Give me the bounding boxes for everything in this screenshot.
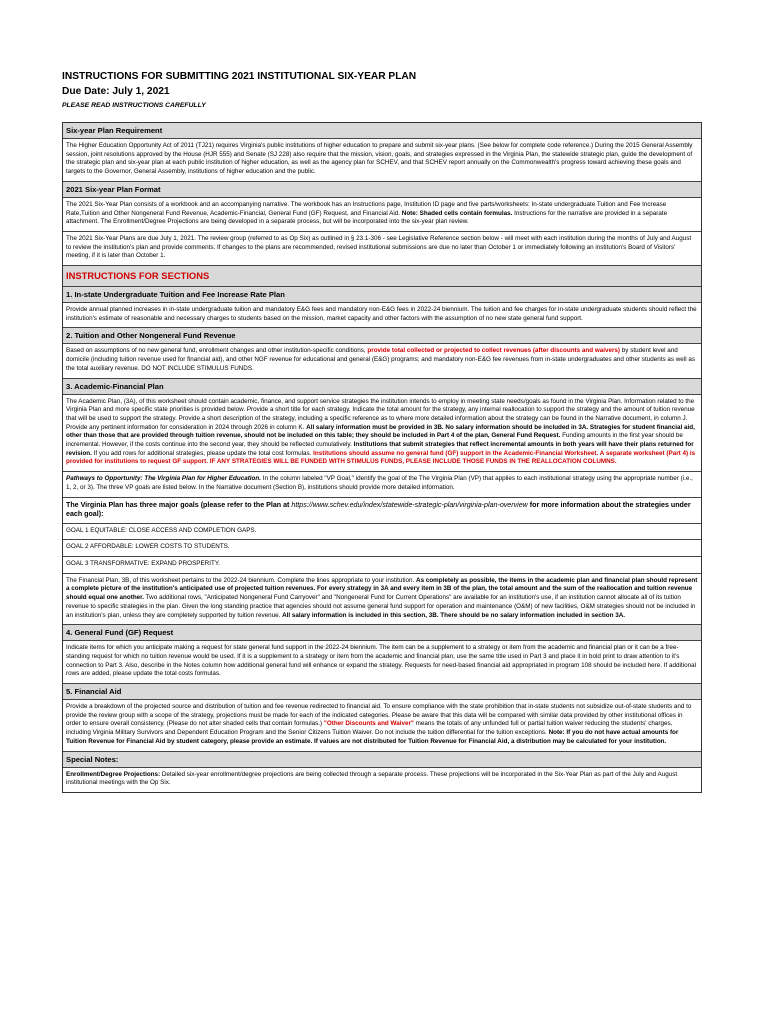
section-body-format-a: The 2021 Six-Year Plan consists of a workbook and an accompanying narrative. The workbook has an Instructions page, Institution ID page and five parts/worksheets: In-state undergraduate Tuition and Fee Increase Rate,Tuition and Other Nongeneral Fund Revenue, Academic-Financial, General Fund (GF) Request, and Financial Aid. Note: Shaded cells contain formulas. Instructions for the narrative are provided in a separate attachment. The Enrollment/Degree Projections are being developed in a separate process, but will be incorporated into the six-year plan review. bbox=[63, 198, 701, 232]
section-body-requirement: The Higher Education Opportunity Act of 2011 (TJ21) requires Virginia's public institutions of higher education to prepare and submit six-year plans. (See below for complete code reference.) During the 2015 General Assembly session, joint resolutions approved by the House (HJR 555) and Senate (SJ 228) also require that the mission, vision, goals, and strategies expressed in the Virginia Plan, the statewide strategic plan, guide the development of the strategic plan and six-year plan at each public institution of higher education, as well as the agency plan for SCHEV, and that SCHEV report annually on the Commonwealth's progress toward achieving these goals and targets to the Governor, General Assembly, institutions of higher education and the public. bbox=[63, 139, 701, 182]
section-header-format: 2021 Six-year Plan Format bbox=[63, 182, 701, 198]
goal-3: GOAL 3 TRANSFORMATIVE: EXPAND PROSPERITY. bbox=[63, 557, 701, 574]
section-header-2: 2. Tuition and Other Nongeneral Fund Revenue bbox=[63, 328, 701, 344]
section-body-4: Indicate items for which you anticipate making a request for state general fund support in the 2022-24 biennium. The item can be a supplement to a strategy or item from the academic and financial plan or it can be a free-standing request for which no tuition revenue would be used. If it is a supplement to a strategy or item from the academic and financial plan, use the same title used in Part 3 and place it in bold print to draw attention to it's connection to Part 3. Also, describe in the Notes column how additional general fund will enhance or expand the strategy. Requests for need-based financial aid appropriated in program 108 should be included here. If additional rows are added, please update the total costs formulas. bbox=[63, 641, 701, 684]
instructions-for-sections-header: INSTRUCTIONS FOR SECTIONS bbox=[63, 266, 701, 287]
section-body-format-b: The 2021 Six-Year Plans are due July 1, 2021. The review group (referred to as Op Six) as outlined in § 23.1-306 - see Legislative Reference section below - will meet with each institution during the months of July and August to review the institution's plan and provide comments. If changes to the plans are recommended, revised institutional submissions are due no later than October 1 or immediately following an institution's Board of Visitors' meeting, if it is later than October 1. bbox=[63, 232, 701, 266]
due-date: Due Date: July 1, 2021 bbox=[62, 86, 170, 97]
virginia-plan-goals-heading: The Virginia Plan has three major goals (please refer to the Plan at https://www.schev.edu/index/statewide-strategic-plan/virginia-plan-overview for more information about the strategies under each goal): bbox=[63, 498, 701, 524]
section-body-3-academic-plan: The Academic Plan, (3A), of this worksheet should contain academic, finance, and support service strategies the institution intends to employ in meeting state needs/goals as found in the Virginia Plan. Information related to the Virginia Plan and more specific state priorities is provided below. Provide a short title for each strategy. Indicate the total amount for the strategy, any internal reallocation to support the strategy and the amount of tuition revenue that will be used to support the strategy. Provide a short description of the strategy, including a specific reference as to where more detailed information about the strategy can be found in the Narrative document, in column J. Provide any pertinent information for consideration in 2024 through 2026 in column K. All salary information must be provided in 3B. No salary information should be included in 3A. Strategies for student financial aid, other than those that are provided through tuition revenue, should not be included on this table; they should be included in Part 4 of the plan, General Fund Request. Funding amounts in the first year should be incremental. However, if the costs continue into the second year, they should be reflected cumulatively. Institutions that submit strategies that reflect incremental amounts in both years will have their plans returned for revision. If you add rows for additional strategies, please update the total cost formulas. Institutions should assume no general fund (GF) support in the Academic-Financial Worksheet. A separate worksheet (Part 4) is provided for institutions to request GF support. IF ANY STRATEGIES WILL BE FUNDED WITH STIMULUS FUNDS, PLEASE INCLUDE THOSE FUNDS IN THE REALLOCATION COLUMNS. bbox=[63, 395, 701, 473]
special-notes-body: Enrollment/Degree Projections: Detailed six-year enrollment/degree projections are being collected through a separate process. These projections will be incorporated in the Six-Year Plan as part of the July and August institutional meetings with the Op Six. bbox=[66, 770, 678, 787]
goal-2: GOAL 2 AFFORDABLE: LOWER COSTS TO STUDENTS. bbox=[63, 540, 701, 557]
document-page bbox=[62, 70, 702, 793]
section-header-requirement: Six-year Plan Requirement bbox=[63, 123, 701, 139]
virginia-plan-link[interactable]: https://www.schev.edu/index/statewide-strategic-plan/virginia-plan-overview bbox=[291, 500, 528, 509]
section-body-1: Provide annual planned increases in in-state undergraduate tuition and mandatory E&G fees and mandatory non-E&G fees in 2022-24 biennium. The tuition and fee charges for in-state undergraduate students should reflect the institution's estimate of reasonable and necessary charges to students based on the mission, market capacity and other factors with the assumption of no new state general fund support. bbox=[63, 303, 701, 328]
instructions-table bbox=[62, 122, 702, 793]
section-header-3: 3. Academic-Financial Plan bbox=[63, 379, 701, 395]
section-header-5: 5. Financial Aid bbox=[63, 684, 701, 700]
special-notes-header: Special Notes: bbox=[63, 752, 701, 768]
goal-1: GOAL 1 EQUITABLE: CLOSE ACCESS AND COMPLETION GAPS. bbox=[63, 524, 701, 541]
section-header-1: 1. In-state Undergraduate Tuition and Fee Increase Rate Plan bbox=[63, 287, 701, 303]
section-body-3-pathways: Pathways to Opportunity: The Virginia Plan for Higher Education. In the column labeled "VP Goal," identify the goal of the The Virginia Plan (VP) that applies to each institutional strategy using the appropriate number (i.e., 1, 2, or 3). The three VP goals are listed below. In the Narrative document (Section B), institutions should provide more detailed information. bbox=[63, 472, 701, 497]
section-body-3-financial-plan: The Financial Plan, 3B, of this worksheet pertains to the 2022-24 biennium. Complete the lines appropriate to your institution. As completely as possible, the items in the academic plan and financial plan should represent a complete picture of the institution's anticipated use of projected tuition revenues. For every strategy in 3A and every item in 3B of the plan, the total amount and the sum of the reallocation and tuition revenue should equal one another. Two additional rows, "Anticipated Nongeneral Fund Carryover" and "Nongeneral Fund for Current Operations" are available for an institution's use, if an institution cannot allocate all of its tuition revenue to specific strategies in the plan. Given the long standing practice that agencies should not assume general fund support for operation and maintenance (O&M) of new facilities, O&M strategies should not be included in an institution's plan, unless they are completely supported by tuition revenue. All salary information is included in this section, 3B. There should be no salary information included in section 3A. bbox=[63, 574, 701, 626]
section-body-5: Provide a breakdown of the projected source and distribution of tuition and fee revenue redirected to financial aid. To ensure compliance with the state prohibition that in-state students not subsidize out-of-state students and to provide the review group with a scope of the strategy, projections must be made for each of the indicated categories. Please be aware that this data will be compared with similar data provided by other institutional offices in order to ensure overall consistency. (Please do not alter shaded cells that contain formulas.) "Other Discounts and Waiver" means the totals of any unfunded full or partial tuition waiver reducing the students' charges, including Virginia Military Survivors and Dependent Education Program and the Senior Citizens Tuition Waiver. Do not include the tuition differential for the tuition exceptions. Note: If you do not have actual amounts for Tuition Revenue for Financial Aid by student category, please provide an estimate. If values are not distributed for Tuition Revenue for Financial Aid, a distribution may be calculated for your institution. bbox=[63, 700, 701, 752]
document-title: INSTRUCTIONS FOR SUBMITTING 2021 INSTITUTIONAL SIX-YEAR PLAN bbox=[62, 71, 417, 82]
read-notice: PLEASE READ INSTRUCTIONS CAREFULLY bbox=[62, 102, 206, 109]
section-header-4: 4. General Fund (GF) Request bbox=[63, 625, 701, 641]
section-body-2: Based on assumptions of no new general fund, enrollment changes and other institution-specific conditions, provide total collected or projected to collect revenues (after discounts and waivers) by student level and domicile (including tuition revenue used for financial aid), and other NGF revenue for educational and general (E&G) programs; and mandatory non-E&G fee revenues from in-state undergraduates and other students as well as the total auxiliary revenue. DO NOT INCLUDE STIMULUS FUNDS. bbox=[63, 344, 701, 378]
